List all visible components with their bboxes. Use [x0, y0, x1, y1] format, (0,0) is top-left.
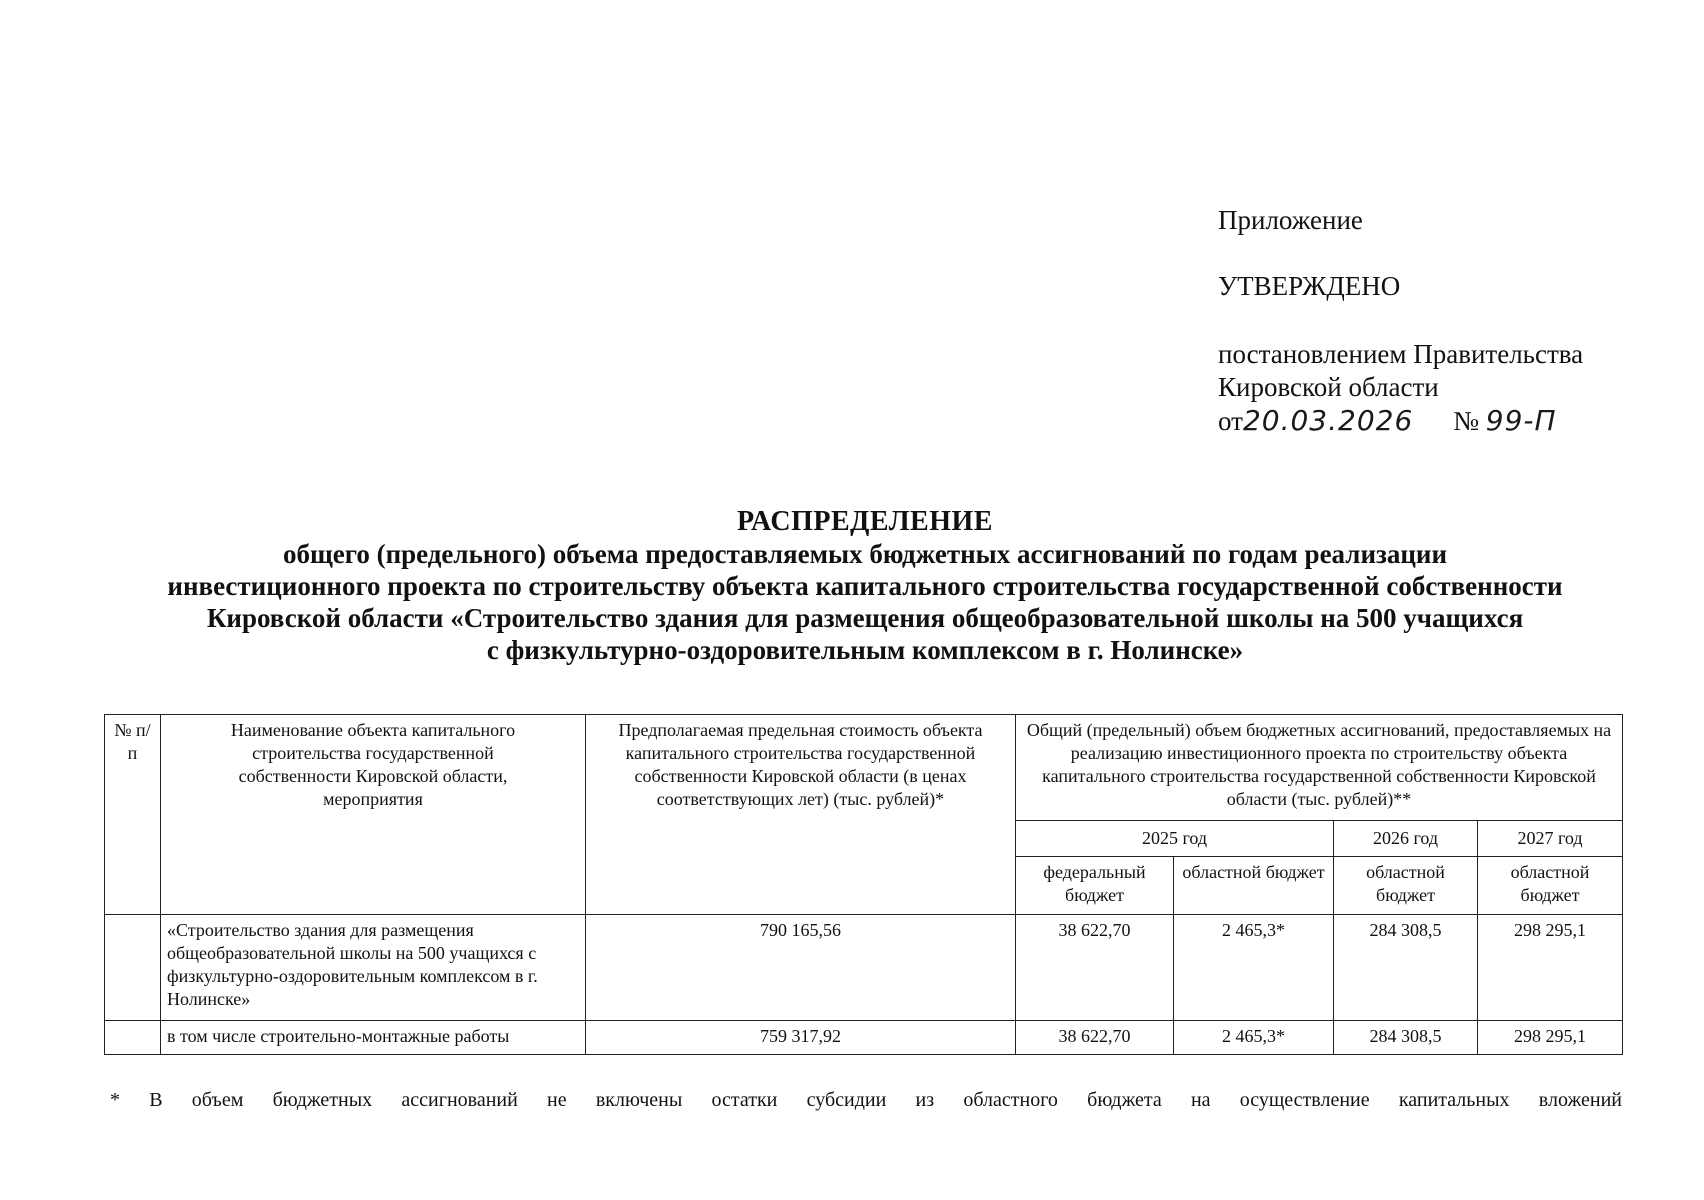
row-name: в том числе строительно-монтажные работы [161, 1021, 586, 1055]
header-year-2026: 2026 год [1334, 821, 1478, 857]
row-regional-2027: 298 295,1 [1478, 1021, 1623, 1055]
appendix-label: Приложение [1218, 205, 1363, 235]
row-federal-2025: 38 622,70 [1016, 915, 1174, 1021]
header-regional-2027: областной бюджет [1478, 857, 1623, 915]
decree-line-1: постановлением Правительства [1218, 339, 1584, 369]
row-regional-2025: 2 465,3* [1174, 915, 1334, 1021]
document-title [60, 506, 1670, 666]
header-regional-2025: областной бюджет [1174, 857, 1334, 915]
row-cost: 790 165,56 [586, 915, 1016, 1021]
title-line-2: инвестиционного проекта по строительству объекта капитального строительства государственной собственности [167, 571, 1563, 601]
title-main: РАСПРЕДЕЛЕНИЕ [737, 506, 993, 537]
handwritten-number: 99-П [1485, 404, 1557, 437]
header-name: Наименование объекта капитального строительства государственной собственности Кировской области, мероприятия [161, 715, 586, 915]
title-line-3: Кировской области «Строительство здания для размещения общеобразовательной школы на 500 учащихся [206, 603, 1524, 633]
row-num [105, 915, 161, 1021]
table-row [105, 1021, 1623, 1055]
approved-label: УТВЕРЖДЕНО [1218, 271, 1401, 301]
header-year-2027: 2027 год [1478, 821, 1623, 857]
header-federal-2025: федеральный бюджет [1016, 857, 1174, 915]
decree-date-line [1218, 404, 1557, 438]
title-line-4: с физкультурно-оздоровительным комплексом в г. Нолинске» [486, 635, 1244, 665]
row-cost: 759 317,92 [586, 1021, 1016, 1055]
row-num [105, 1021, 161, 1055]
table-row [105, 915, 1623, 1021]
number-prefix: № [1453, 406, 1480, 436]
row-regional-2026: 284 308,5 [1334, 1021, 1478, 1055]
header-year-2025: 2025 год [1016, 821, 1334, 857]
header-total: Общий (предельный) объем бюджетных ассигнований, предоставляемых на реализацию инвестиционного проекта по строительству объекта капитального строительства государственной собственности Кировской области (тыс. рублей)** [1016, 715, 1623, 821]
date-prefix: от [1218, 406, 1243, 436]
decree-line-2: Кировской области [1218, 372, 1439, 402]
budget-table [104, 714, 1623, 1055]
footnote: * В объем бюджетных ассигнований не включены остатки субсидии из областного бюджета на осуществление капитальных вложений [110, 1089, 1622, 1111]
row-regional-2025: 2 465,3* [1174, 1021, 1334, 1055]
row-federal-2025: 38 622,70 [1016, 1021, 1174, 1055]
row-regional-2027: 298 295,1 [1478, 915, 1623, 1021]
header-cost: Предполагаемая предельная стоимость объекта капитального строительства государственной собственности Кировской области (в ценах соответствующих лет) (тыс. рублей)* [586, 715, 1016, 915]
row-regional-2026: 284 308,5 [1334, 915, 1478, 1021]
row-name: «Строительство здания для размещения общеобразовательной школы на 500 учащихся с физкультурно-оздоровительным комплексом в г. Нолинске» [161, 915, 586, 1021]
handwritten-date: 20.03.2026 [1242, 404, 1414, 437]
title-line-1: общего (предельного) объема предоставляемых бюджетных ассигнований по годам реализации [282, 539, 1448, 569]
header-num: № п/п [105, 715, 161, 915]
header-regional-2026: областной бюджет [1334, 857, 1478, 915]
